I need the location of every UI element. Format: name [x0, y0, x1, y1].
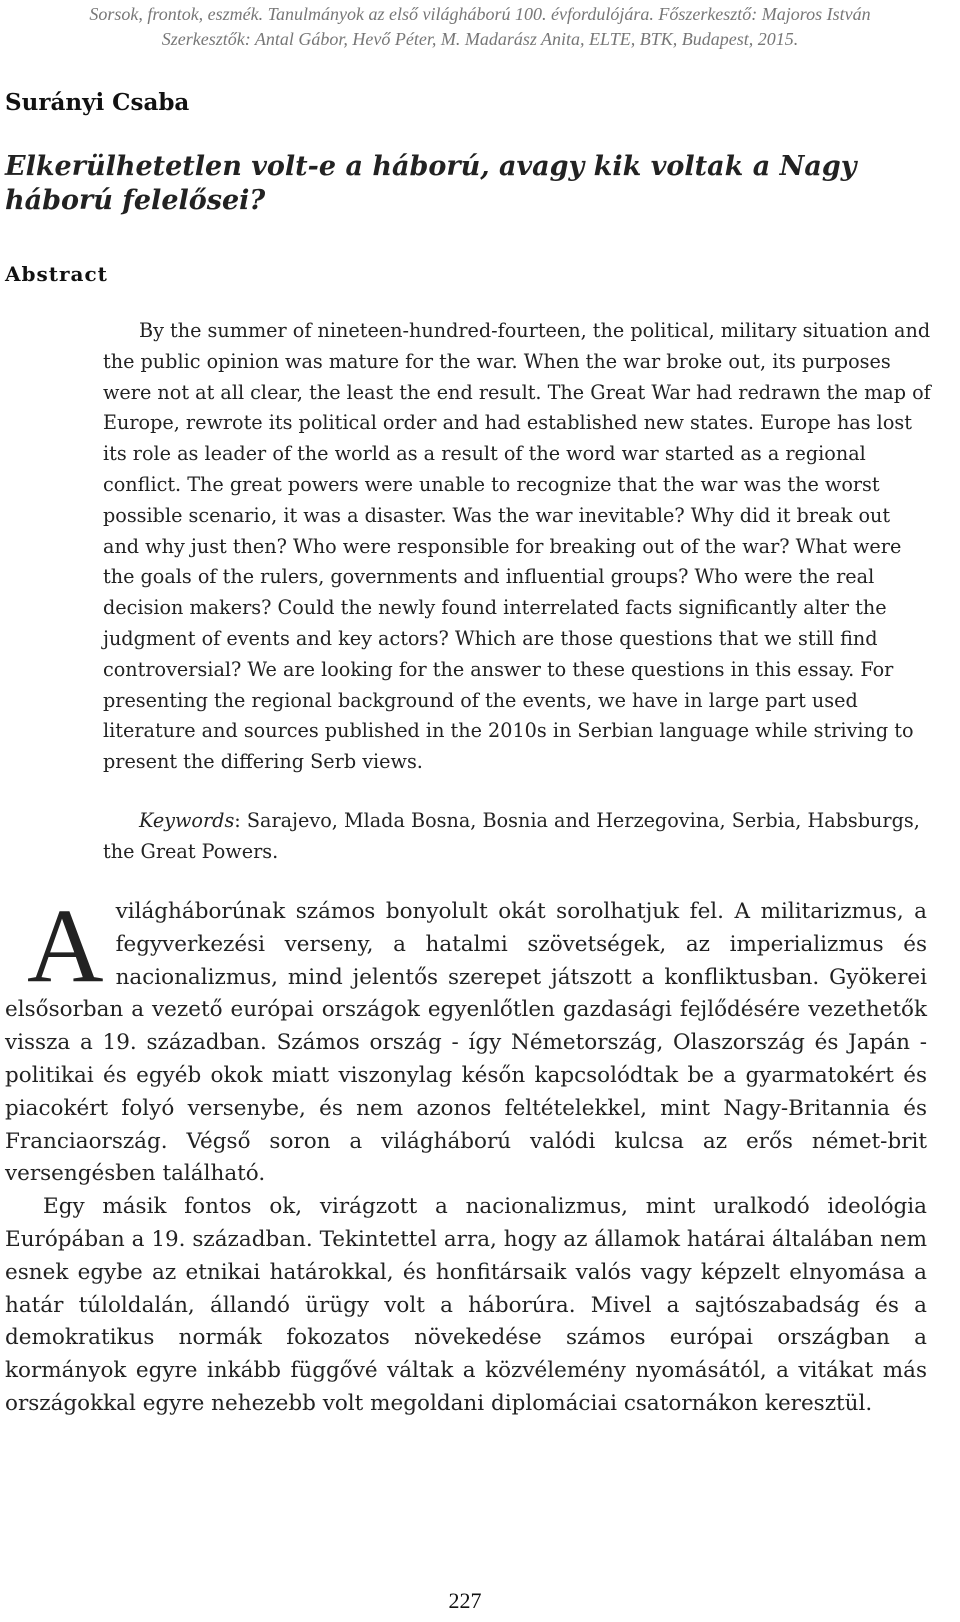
keywords-label: Keywords	[139, 809, 235, 832]
header-line-1: Sorsok, frontok, eszmék. Tanulmányok az első világháború 100. évfordulójára. Főszerkesztő: Majoros István	[89, 4, 871, 24]
keywords-list: : Sarajevo, Mlada Bosna, Bosnia and Herzegovina, Serbia, Habsburgs, the Great Powers.	[103, 809, 920, 863]
abstract-heading: Abstract	[5, 262, 108, 286]
paragraph-1-text: világháborúnak számos bonyolult okát sorolhatjuk fel. A militarizmus, a fegyverkezési verseny, a hatalmi szövetségek, az imperializmus és nacionalizmus, mind jelentős szerepet játszott a konfliktusban. Gyökerei elsősorban a vezető európai országok egyenlőtlen gazdasági fejlődésére vezethetők vissza a 19. században. Számos ország - így Németország, Olaszország és Japán - politikai és egyéb okok miatt viszonylag későn kapcsolódtak be a gyarmatokért és piacokért folyó versenybe, és nem azonos feltételekkel, mint Nagy-Britannia és Franciaország. Végső soron a világháború valódi kulcsa az erős német-brit versengésben található.	[5, 899, 927, 1187]
article-title: Elkerülhetetlen volt-e a háború, avagy kik voltak a Nagy háború felelősei?	[5, 151, 857, 216]
article-body	[5, 887, 927, 1421]
author-name: Surányi Csaba	[5, 89, 190, 116]
abstract-text	[103, 316, 931, 778]
journal-header	[0, 2, 960, 52]
body-paragraph-1	[5, 887, 927, 1191]
drop-cap: A	[27, 887, 104, 1004]
abstract-body: By the summer of nineteen-hundred-fourteen, the political, military situation and the public opinion was mature for the war. When the war broke out, its purposes were not at all clear, the least the end result. The Great War had redrawn the map of Europe, rewrote its political order and had established new states. Europe has lost its role as leader of the world as a result of the word war started as a regional conflict. The great powers were unable to recognize that the war was the worst possible scenario, it was a disaster. Was the war inevitable? Why did it break out and why just then? Who were responsible for breaking out of the war? What were the goals of the rulers, governments and influential groups? Who were the real decision makers? Could the newly found interrelated facts significantly alter the judgment of events and key actors? Which are those questions that we still find controversial? We are looking for the answer to these questions in this essay. For presenting the regional background of the events, we have in large part used literature and sources published in the 2010s in Serbian language while striving to present the differing Serb views.	[103, 319, 931, 774]
header-line-2: Szerkesztők: Antal Gábor, Hevő Péter, M. Madarász Anita, ELTE, BTK, Budapest, 2015.	[161, 29, 799, 49]
body-paragraph-2: Egy másik fontos ok, virágzott a nacionalizmus, mint uralkodó ideológia Európában a 19. században. Tekintettel arra, hogy az államok határai általában nem esnek egybe az etnikai határokkal, és honfitársaik valós vagy képzelt elnyomása a határ túloldalán, állandó ürügy volt a háborúra. Mivel a sajtószabadság és a demokratikus normák fokozatos növekedése számos európai országban a kormányok egyre inkább függővé váltak a közvélemény nyomásától, a vitákat más országokkal egyre nehezebb volt megoldani diplomáciai csatornákon keresztül.	[5, 1194, 927, 1416]
keywords-line	[103, 806, 931, 868]
page-number: 227	[448, 1588, 482, 1613]
